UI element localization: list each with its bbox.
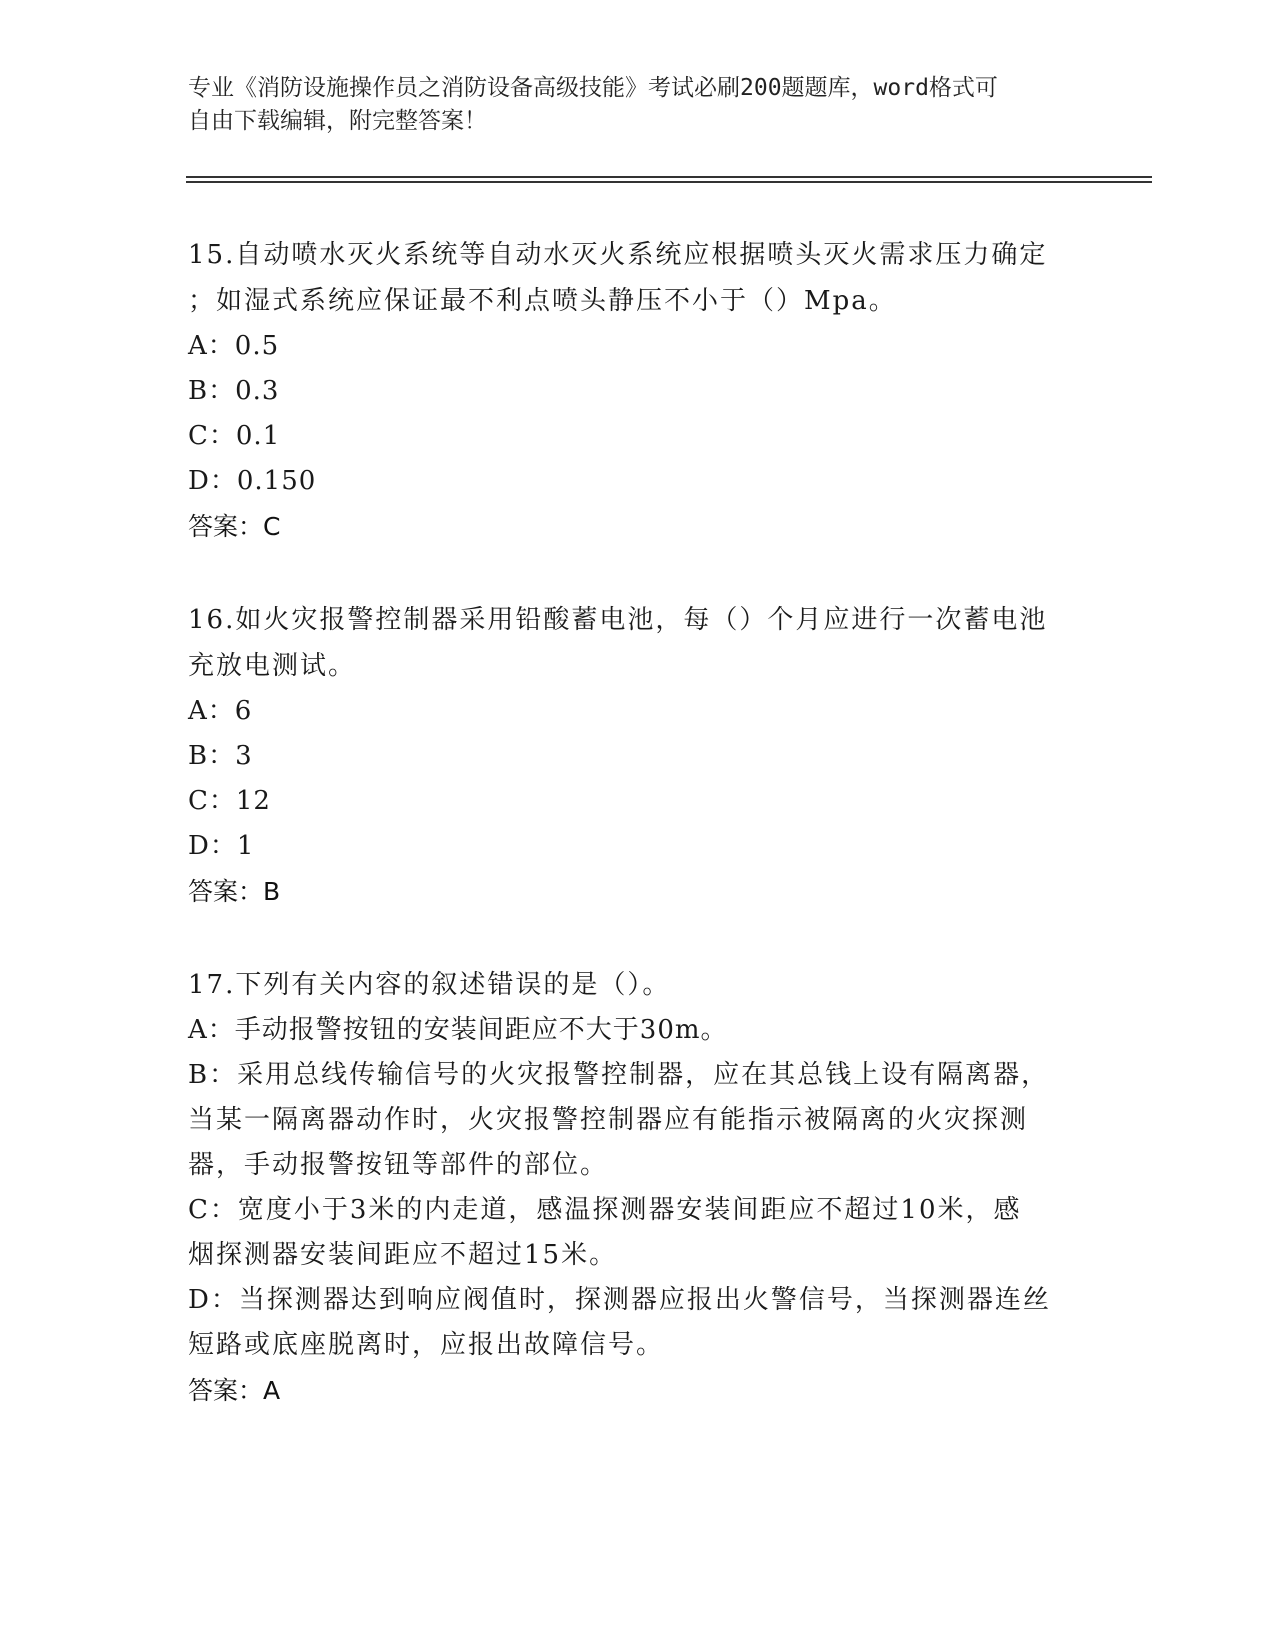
question-text-line-1: 15.自动喷水灭火系统等自动水灭火系统应根据喷头灭火需求压力确定 xyxy=(188,240,1048,270)
option-c-line-1: C：宽度小于3米的内走道，感温探测器安装间距应不超过10米，感 xyxy=(188,1195,1022,1225)
option-d: D：0.150 xyxy=(188,466,317,496)
option-c: C：0.1 xyxy=(188,421,281,451)
question-text-line-2: ；如湿式系统应保证最不利点喷头静压不小于（）Mpa。 xyxy=(188,286,897,316)
option-a: A：0.5 xyxy=(188,331,280,361)
option-d-line-2: 短路或底座脱离时，应报出故障信号。 xyxy=(188,1330,665,1360)
option-c: C：12 xyxy=(188,786,271,816)
option-c-line-2: 烟探测器安装间距应不超过15米。 xyxy=(188,1240,618,1270)
question-16 xyxy=(188,597,1088,915)
option-b-line-3: 器，手动报警按钮等部件的部位。 xyxy=(188,1150,609,1180)
option-b: B：3 xyxy=(188,741,253,771)
answer: 答案：B xyxy=(188,877,281,906)
option-d-line-1: D：当探测器达到响应阀值时，探测器应报出火警信号，当探测器连丝 xyxy=(188,1285,1051,1315)
answer: 答案：C xyxy=(188,512,281,541)
option-b-line-1: B：采用总线传输信号的火灾报警控制器，应在其总钱上设有隔离器， xyxy=(188,1060,1050,1090)
question-17 xyxy=(188,962,1088,1414)
option-d xyxy=(188,1278,1088,1368)
question-text-line-1: 16.如火灾报警控制器采用铅酸蓄电池，每（）个月应进行一次蓄电池 xyxy=(188,605,1048,635)
document-header xyxy=(188,72,1088,138)
option-b-line-2: 当某一隔离器动作时，火灾报警控制器应有能指示被隔离的火灾探测 xyxy=(188,1105,1029,1135)
header-divider-bottom xyxy=(186,181,1152,183)
question-text-line-1: 17.下列有关内容的叙述错误的是（）。 xyxy=(188,970,671,1000)
header-divider-top xyxy=(186,176,1152,178)
option-a: A：6 xyxy=(188,696,253,726)
option-b xyxy=(188,1053,1088,1188)
answer: 答案：A xyxy=(188,1376,281,1405)
option-c xyxy=(188,1188,1088,1278)
question-text-line-2: 充放电测试。 xyxy=(188,651,357,681)
option-a: A：手动报警按钮的安装间距应不大于30m。 xyxy=(188,1015,728,1045)
header-line-1: 专业《消防设施操作员之消防设备高级技能》考试必刷200题题库，word格式可 xyxy=(188,75,998,101)
option-d: D：1 xyxy=(188,831,255,861)
option-b: B：0.3 xyxy=(188,376,280,406)
question-15 xyxy=(188,232,1088,550)
header-line-2: 自由下载编辑，附完整答案！ xyxy=(188,108,487,134)
